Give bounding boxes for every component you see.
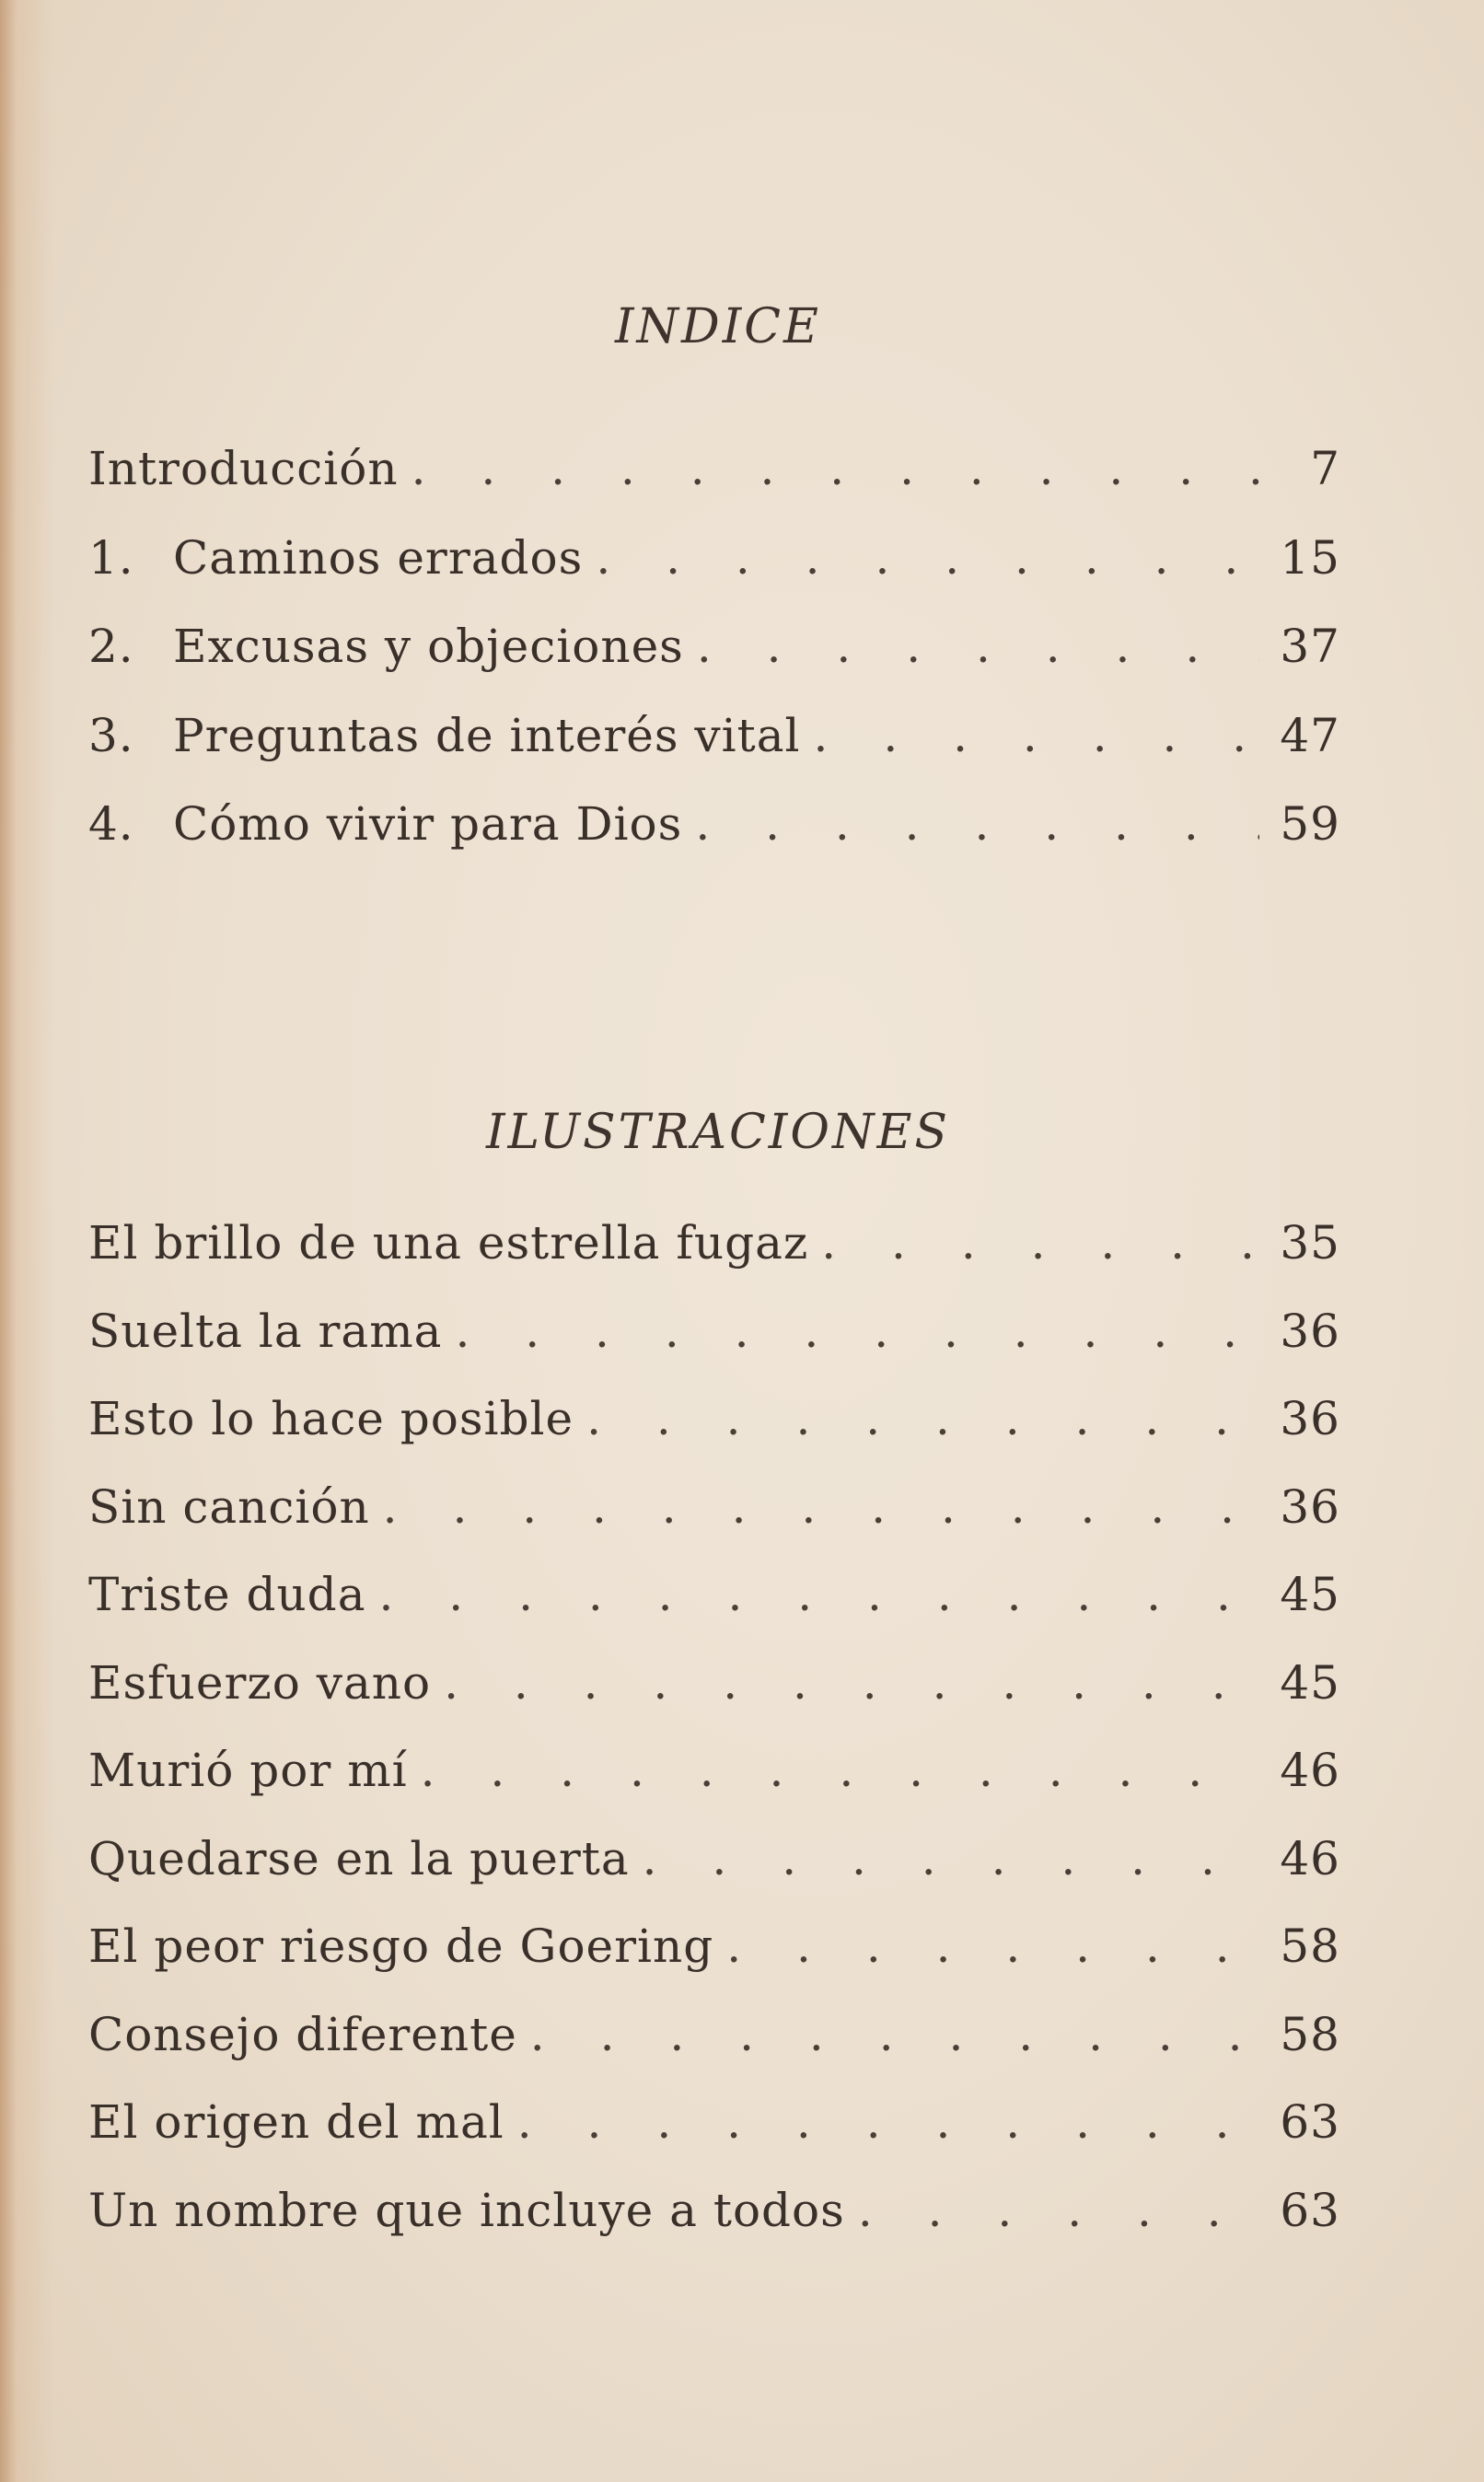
toc-entry-number: 2. (88, 620, 134, 673)
illustration-entry (88, 1831, 1340, 1924)
toc-entry-page: 15 (1280, 530, 1340, 585)
toc-entry-title: Introducción (88, 442, 399, 495)
toc-entry (88, 620, 1340, 713)
illustration-entry (88, 1568, 1340, 1660)
toc-entry (88, 797, 1340, 890)
illustration-title: El origen del mal (88, 2095, 504, 2149)
illustration-entry (88, 2007, 1340, 2100)
toc-entry-number: 1. (88, 530, 134, 585)
dot-leader (814, 713, 1259, 759)
dot-leader (726, 1923, 1259, 1969)
illustration-page: 46 (1280, 1831, 1340, 1885)
dot-leader (596, 535, 1259, 581)
toc-entry-page: 47 (1280, 708, 1340, 762)
dot-leader (695, 801, 1259, 847)
indice-list (88, 442, 1340, 890)
illustration-page: 58 (1280, 2007, 1340, 2061)
illustration-page: 45 (1280, 1568, 1340, 1621)
illustration-title: Consejo diferente (88, 2007, 517, 2061)
illustration-entry (88, 1655, 1340, 1748)
dot-leader (379, 1572, 1259, 1618)
toc-entry-page: 37 (1280, 620, 1340, 673)
dot-leader (383, 1484, 1259, 1530)
dot-leader (421, 1747, 1259, 1793)
illustration-title: Sin canción (88, 1479, 370, 1534)
illustration-entry (88, 2095, 1340, 2187)
dot-leader (697, 623, 1259, 669)
illustration-entry (88, 1479, 1340, 1572)
dot-leader (858, 2187, 1259, 2233)
toc-entry-title: Cómo vivir para Dios (173, 797, 683, 851)
toc-entry-number: 4. (88, 797, 134, 851)
illustration-title: Esto lo hace posible (88, 1392, 574, 1445)
illustration-page: 63 (1280, 2183, 1340, 2237)
toc-entry-title: Excusas y objeciones (173, 620, 684, 673)
illustration-page: 36 (1280, 1392, 1340, 1445)
illustration-title: Un nombre que incluye a todos (88, 2183, 845, 2237)
illustration-title: El peor riesgo de Goering (88, 1919, 714, 1973)
dot-leader (444, 1660, 1259, 1706)
illustration-page: 36 (1280, 1304, 1340, 1358)
ilustraciones-heading: ILUSTRACIONES (485, 1105, 951, 1160)
toc-entry-title: Preguntas de interés vital (173, 708, 801, 762)
toc-entry (88, 530, 1340, 624)
dot-leader (455, 1308, 1259, 1354)
illustration-title: El brillo de una estrella fugaz (88, 1216, 809, 1270)
illustration-title: Esfuerzo vano (88, 1655, 432, 1710)
dot-leader (643, 1836, 1259, 1882)
toc-entry-number: 3. (88, 708, 134, 762)
dot-leader (586, 1396, 1259, 1442)
illustration-page: 58 (1280, 1919, 1340, 1973)
illustration-page: 63 (1280, 2095, 1340, 2149)
toc-entry (88, 442, 1340, 535)
dot-leader (821, 1220, 1259, 1266)
dot-leader (517, 2099, 1259, 2145)
illustration-page: 45 (1280, 1655, 1340, 1710)
dot-leader (530, 2012, 1259, 2058)
ilustraciones-list (88, 1216, 1340, 2275)
illustration-entry (88, 1392, 1340, 1484)
illustration-entry (88, 1744, 1340, 1836)
illustration-entry (88, 1216, 1340, 1308)
illustration-page: 46 (1280, 1744, 1340, 1797)
illustration-entry (88, 1304, 1340, 1397)
illustration-title: Murió por mí (88, 1744, 408, 1797)
illustration-title: Quedarse en la puerta (88, 1831, 630, 1885)
toc-entry (88, 708, 1340, 802)
dot-leader (412, 446, 1259, 492)
illustration-page: 36 (1280, 1479, 1340, 1534)
illustration-entry (88, 2183, 1340, 2276)
illustration-title: Triste duda (88, 1568, 366, 1621)
illustration-title: Suelta la rama (88, 1304, 443, 1358)
illustration-entry (88, 1919, 1340, 2012)
indice-heading: INDICE (614, 299, 822, 354)
toc-entry-title: Caminos errados (173, 530, 584, 585)
illustration-page: 35 (1280, 1216, 1340, 1270)
toc-entry-page: 59 (1280, 797, 1340, 851)
toc-entry-page: 7 (1310, 442, 1340, 495)
